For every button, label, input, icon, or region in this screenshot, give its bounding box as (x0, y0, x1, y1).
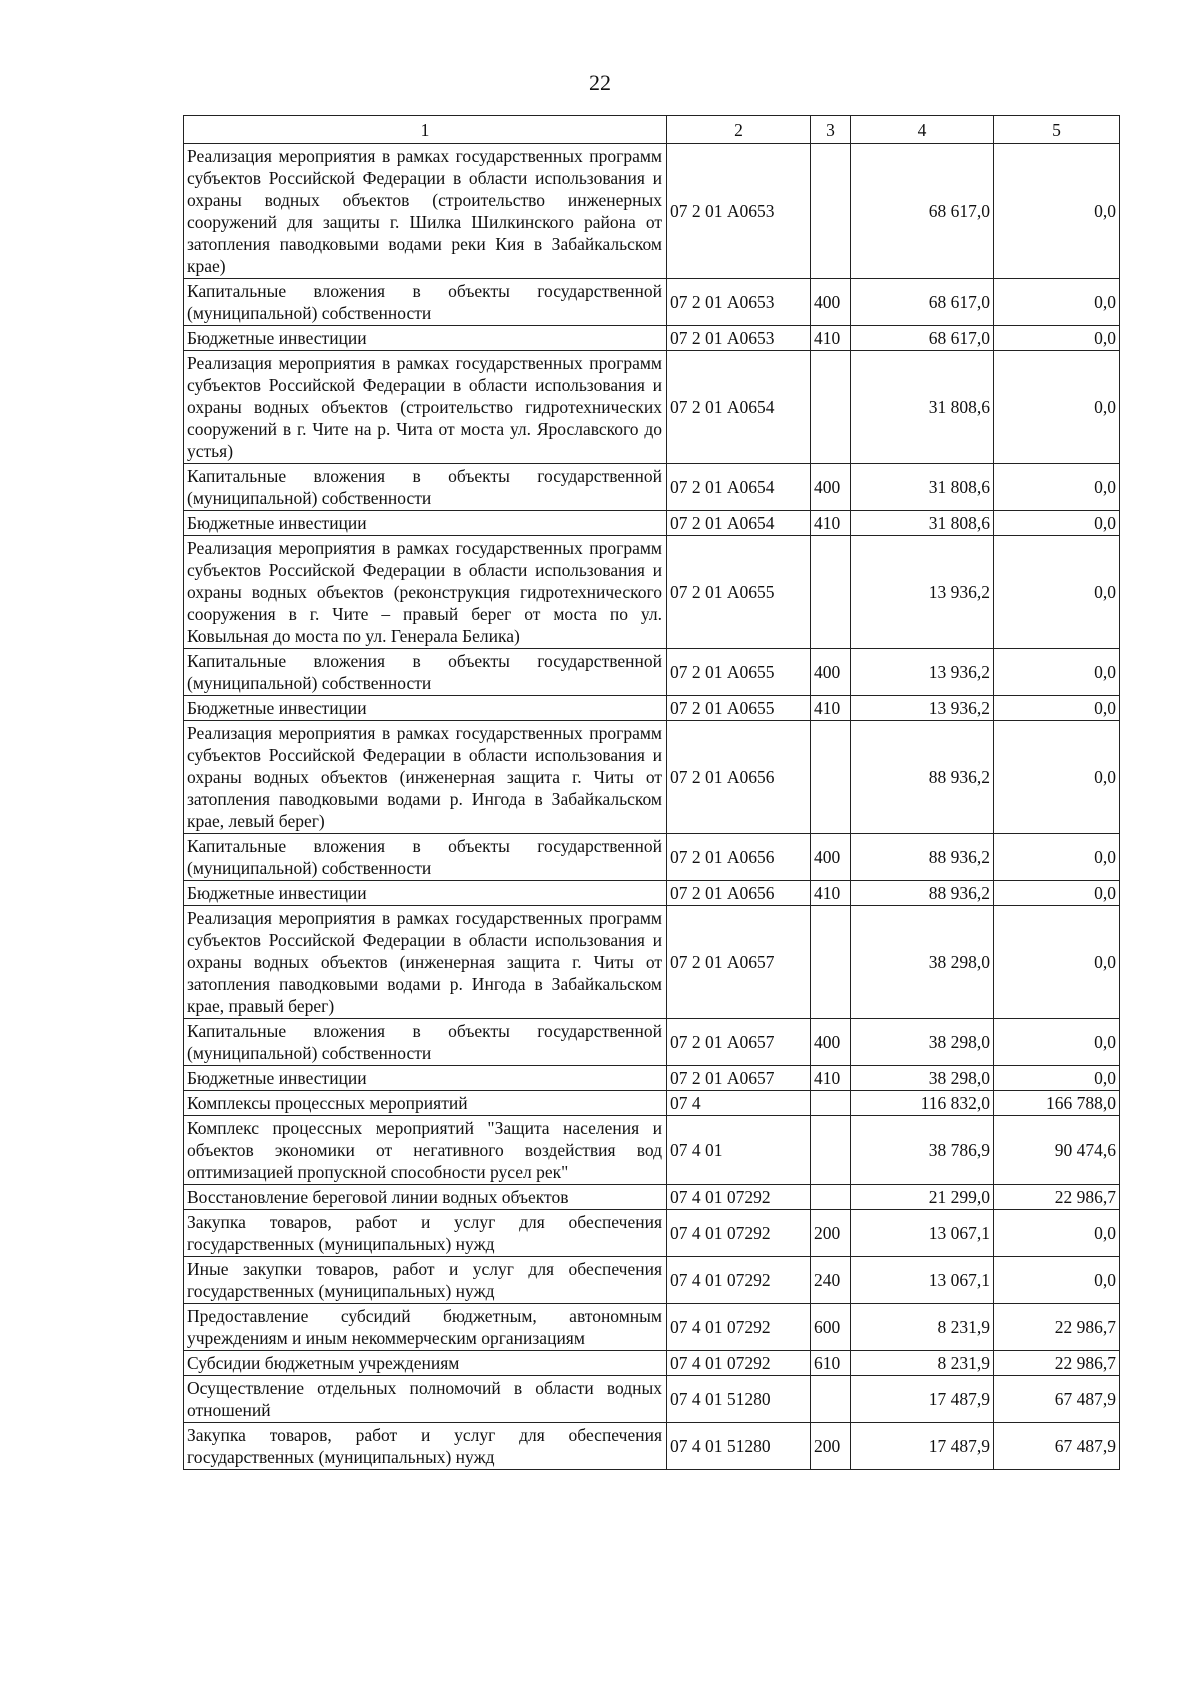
row-amount-1-cell: 21 299,0 (851, 1185, 994, 1210)
column-header: 1 (184, 116, 667, 144)
row-expense-type-cell (811, 1091, 851, 1116)
row-name-cell: Субсидии бюджетным учреждениям (184, 1351, 667, 1376)
row-name-cell: Осуществление отдельных полномочий в области водных отношений (184, 1376, 667, 1423)
row-code-cell: 07 4 (667, 1091, 811, 1116)
row-expense-type-cell: 400 (811, 649, 851, 696)
row-amount-2-cell: 0,0 (994, 721, 1120, 834)
table-row (184, 1066, 1120, 1091)
row-name-cell: Предоставление субсидий бюджетным, автономным учреждениям и иным некоммерческим организациям (184, 1304, 667, 1351)
row-name-cell: Бюджетные инвестиции (184, 1066, 667, 1091)
column-header: 3 (811, 116, 851, 144)
row-expense-type-cell (811, 721, 851, 834)
row-name-cell: Комплексы процессных мероприятий (184, 1091, 667, 1116)
row-amount-2-cell: 0,0 (994, 1257, 1120, 1304)
row-amount-1-cell: 38 298,0 (851, 1066, 994, 1091)
row-amount-1-cell: 38 298,0 (851, 906, 994, 1019)
table-row (184, 1091, 1120, 1116)
row-expense-type-cell (811, 144, 851, 279)
table-row (184, 696, 1120, 721)
row-amount-1-cell: 88 936,2 (851, 834, 994, 881)
row-amount-2-cell: 22 986,7 (994, 1351, 1120, 1376)
row-code-cell: 07 2 01 А0657 (667, 906, 811, 1019)
row-amount-2-cell: 90 474,6 (994, 1116, 1120, 1185)
table-row (184, 464, 1120, 511)
row-amount-2-cell: 0,0 (994, 511, 1120, 536)
row-code-cell: 07 2 01 А0656 (667, 721, 811, 834)
row-amount-1-cell: 31 808,6 (851, 464, 994, 511)
table-row (184, 1423, 1120, 1470)
row-amount-2-cell: 0,0 (994, 1019, 1120, 1066)
row-code-cell: 07 4 01 07292 (667, 1257, 811, 1304)
column-header: 5 (994, 116, 1120, 144)
table-row (184, 1304, 1120, 1351)
row-expense-type-cell: 410 (811, 696, 851, 721)
page-number: 22 (589, 70, 611, 95)
row-expense-type-cell: 200 (811, 1423, 851, 1470)
budget-table (183, 115, 1120, 1470)
row-code-cell: 07 4 01 (667, 1116, 811, 1185)
row-amount-2-cell: 0,0 (994, 906, 1120, 1019)
row-amount-2-cell: 0,0 (994, 326, 1120, 351)
table-row (184, 906, 1120, 1019)
row-expense-type-cell: 400 (811, 1019, 851, 1066)
row-name-cell: Иные закупки товаров, работ и услуг для обеспечения государственных (муниципальных) нужд (184, 1257, 667, 1304)
row-amount-2-cell: 0,0 (994, 1066, 1120, 1091)
row-code-cell: 07 2 01 А0655 (667, 536, 811, 649)
row-code-cell: 07 4 01 51280 (667, 1376, 811, 1423)
row-amount-1-cell: 31 808,6 (851, 511, 994, 536)
row-expense-type-cell (811, 1185, 851, 1210)
row-amount-1-cell: 8 231,9 (851, 1304, 994, 1351)
row-amount-2-cell: 166 788,0 (994, 1091, 1120, 1116)
row-code-cell: 07 2 01 А0657 (667, 1066, 811, 1091)
row-amount-1-cell: 13 067,1 (851, 1257, 994, 1304)
row-code-cell: 07 4 01 07292 (667, 1185, 811, 1210)
row-amount-1-cell: 88 936,2 (851, 881, 994, 906)
row-code-cell: 07 4 01 07292 (667, 1210, 811, 1257)
row-name-cell: Капитальные вложения в объекты государственной (муниципальной) собственности (184, 464, 667, 511)
table-row (184, 1116, 1120, 1185)
row-amount-2-cell: 67 487,9 (994, 1376, 1120, 1423)
row-expense-type-cell: 600 (811, 1304, 851, 1351)
row-amount-1-cell: 68 617,0 (851, 279, 994, 326)
row-expense-type-cell: 200 (811, 1210, 851, 1257)
row-expense-type-cell (811, 1116, 851, 1185)
row-expense-type-cell: 240 (811, 1257, 851, 1304)
table-row (184, 536, 1120, 649)
row-expense-type-cell: 410 (811, 881, 851, 906)
table-row (184, 326, 1120, 351)
row-name-cell: Комплекс процессных мероприятий "Защита населения и объектов экономики от негативного воздействия вод оптимизацией пропускной способности русел рек" (184, 1116, 667, 1185)
row-name-cell: Реализация мероприятия в рамках государственных программ субъектов Российской Федерации в области использования и охраны водных объектов (инженерная защита г. Читы от затопления паводковыми водами р. Ингода в Забайкальском крае, правый берег) (184, 906, 667, 1019)
row-expense-type-cell: 410 (811, 511, 851, 536)
row-name-cell: Реализация мероприятия в рамках государственных программ субъектов Российской Федерации в области использования и охраны водных объектов (строительство инженерных сооружений для защиты г. Шилка Шилкинского района от затопления паводковыми водами реки Кия в Забайкальском крае) (184, 144, 667, 279)
table-row (184, 351, 1120, 464)
table-row (184, 881, 1120, 906)
row-amount-2-cell: 0,0 (994, 696, 1120, 721)
row-code-cell: 07 4 01 07292 (667, 1304, 811, 1351)
table-row (184, 1351, 1120, 1376)
row-code-cell: 07 2 01 А0655 (667, 696, 811, 721)
row-name-cell: Реализация мероприятия в рамках государственных программ субъектов Российской Федерации в области использования и охраны водных объектов (строительство гидротехнических сооружений в г. Чите на р. Чита от моста ул. Ярославского до устья) (184, 351, 667, 464)
row-amount-1-cell: 17 487,9 (851, 1423, 994, 1470)
row-amount-2-cell: 22 986,7 (994, 1185, 1120, 1210)
row-name-cell: Капитальные вложения в объекты государственной (муниципальной) собственности (184, 649, 667, 696)
row-name-cell: Реализация мероприятия в рамках государственных программ субъектов Российской Федерации в области использования и охраны водных объектов (инженерная защита г. Читы от затопления паводковыми водами р. Ингода в Забайкальском крае, левый берег) (184, 721, 667, 834)
row-code-cell: 07 2 01 А0656 (667, 881, 811, 906)
row-name-cell: Капитальные вложения в объекты государственной (муниципальной) собственности (184, 1019, 667, 1066)
row-amount-2-cell: 0,0 (994, 1210, 1120, 1257)
row-expense-type-cell (811, 536, 851, 649)
row-amount-1-cell: 13 936,2 (851, 536, 994, 649)
row-expense-type-cell: 400 (811, 279, 851, 326)
row-amount-1-cell: 31 808,6 (851, 351, 994, 464)
row-amount-2-cell: 0,0 (994, 464, 1120, 511)
row-code-cell: 07 2 01 А0654 (667, 511, 811, 536)
table-row (184, 834, 1120, 881)
row-amount-1-cell: 13 936,2 (851, 696, 994, 721)
table-row (184, 144, 1120, 279)
column-header: 2 (667, 116, 811, 144)
row-amount-1-cell: 68 617,0 (851, 326, 994, 351)
row-name-cell: Капитальные вложения в объекты государственной (муниципальной) собственности (184, 279, 667, 326)
table-row (184, 721, 1120, 834)
row-name-cell: Бюджетные инвестиции (184, 881, 667, 906)
row-name-cell: Закупка товаров, работ и услуг для обеспечения государственных (муниципальных) нужд (184, 1423, 667, 1470)
table-row (184, 1376, 1120, 1423)
table-body (184, 144, 1120, 1470)
row-expense-type-cell: 610 (811, 1351, 851, 1376)
row-name-cell: Капитальные вложения в объекты государственной (муниципальной) собственности (184, 834, 667, 881)
row-amount-2-cell: 0,0 (994, 279, 1120, 326)
row-amount-1-cell: 68 617,0 (851, 144, 994, 279)
row-code-cell: 07 2 01 А0656 (667, 834, 811, 881)
row-code-cell: 07 2 01 А0654 (667, 464, 811, 511)
row-amount-2-cell: 0,0 (994, 881, 1120, 906)
table-row (184, 1257, 1120, 1304)
row-expense-type-cell (811, 351, 851, 464)
row-code-cell: 07 2 01 А0653 (667, 144, 811, 279)
row-code-cell: 07 2 01 А0653 (667, 326, 811, 351)
table-row (184, 279, 1120, 326)
table-row (184, 649, 1120, 696)
row-expense-type-cell: 410 (811, 326, 851, 351)
table-row (184, 1185, 1120, 1210)
row-name-cell: Восстановление береговой линии водных объектов (184, 1185, 667, 1210)
row-amount-2-cell: 0,0 (994, 351, 1120, 464)
row-name-cell: Закупка товаров, работ и услуг для обеспечения государственных (муниципальных) нужд (184, 1210, 667, 1257)
row-amount-1-cell: 13 936,2 (851, 649, 994, 696)
table-row (184, 1210, 1120, 1257)
row-amount-1-cell: 38 786,9 (851, 1116, 994, 1185)
row-name-cell: Бюджетные инвестиции (184, 511, 667, 536)
row-expense-type-cell: 400 (811, 834, 851, 881)
row-name-cell: Бюджетные инвестиции (184, 696, 667, 721)
row-amount-1-cell: 38 298,0 (851, 1019, 994, 1066)
row-name-cell: Реализация мероприятия в рамках государственных программ субъектов Российской Федерации в области использования и охраны водных объектов (реконструкция гидротехнического сооружения в г. Чите – правый берег от моста по ул. Ковыльная до моста по ул. Генерала Белика) (184, 536, 667, 649)
column-header: 4 (851, 116, 994, 144)
row-amount-2-cell: 0,0 (994, 834, 1120, 881)
row-code-cell: 07 2 01 А0654 (667, 351, 811, 464)
row-code-cell: 07 4 01 51280 (667, 1423, 811, 1470)
row-expense-type-cell (811, 1376, 851, 1423)
row-amount-2-cell: 0,0 (994, 536, 1120, 649)
table-row (184, 1019, 1120, 1066)
row-code-cell: 07 2 01 А0657 (667, 1019, 811, 1066)
table-row (184, 511, 1120, 536)
row-amount-1-cell: 88 936,2 (851, 721, 994, 834)
row-amount-2-cell: 0,0 (994, 649, 1120, 696)
row-code-cell: 07 2 01 А0653 (667, 279, 811, 326)
row-amount-1-cell: 116 832,0 (851, 1091, 994, 1116)
row-amount-1-cell: 17 487,9 (851, 1376, 994, 1423)
row-name-cell: Бюджетные инвестиции (184, 326, 667, 351)
row-amount-2-cell: 67 487,9 (994, 1423, 1120, 1470)
header-row (184, 116, 1120, 144)
row-expense-type-cell (811, 906, 851, 1019)
row-amount-2-cell: 22 986,7 (994, 1304, 1120, 1351)
row-code-cell: 07 4 01 07292 (667, 1351, 811, 1376)
row-amount-1-cell: 8 231,9 (851, 1351, 994, 1376)
row-expense-type-cell: 400 (811, 464, 851, 511)
row-amount-1-cell: 13 067,1 (851, 1210, 994, 1257)
row-amount-2-cell: 0,0 (994, 144, 1120, 279)
row-code-cell: 07 2 01 А0655 (667, 649, 811, 696)
row-expense-type-cell: 410 (811, 1066, 851, 1091)
